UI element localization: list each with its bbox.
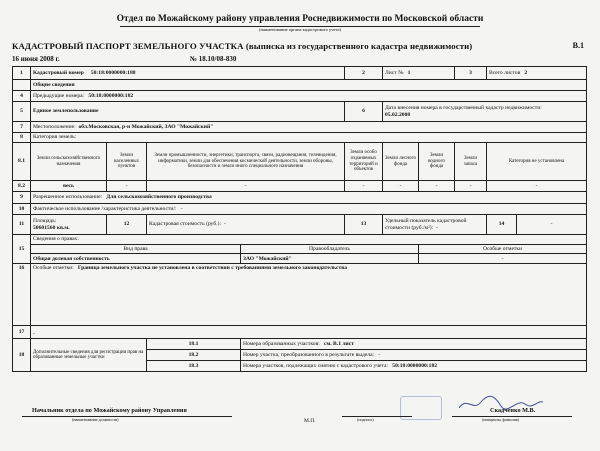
rights-label: Сведения о правах:	[31, 235, 587, 245]
location-label: Местоположение:	[33, 123, 76, 130]
actual-use-cell	[31, 204, 587, 215]
permitted-use-cell	[31, 192, 587, 204]
cadastral-number-cell	[31, 67, 345, 80]
row-number: 10	[13, 204, 31, 215]
row-15-label	[13, 235, 587, 245]
row-number: 16	[13, 264, 31, 326]
row-number: 1	[13, 67, 31, 80]
location-value: обл.Московская, р-н Можайский, ЗАО "Можайский"	[78, 123, 214, 130]
formed-plots-value: см. В.1 лист	[323, 341, 354, 348]
role-underline	[22, 416, 232, 417]
row-number: 4	[13, 91, 31, 102]
signer-name: Скадченко М.В.	[490, 407, 536, 414]
permitted-use-value: Для сельскохозяйственного производства	[106, 194, 212, 201]
rights-value-row	[13, 254, 587, 264]
registration-date-value: 05.02.2008	[385, 111, 411, 118]
row-number: 18	[13, 339, 31, 372]
row-4	[13, 91, 587, 102]
category-header: Земли промышленности, энергетики, транспорта, связи, радиовещания, телевидения, информатики, земли для обеспечения космической деятельности, земли обороны, безопасности и земли иного специального назначения	[147, 143, 345, 181]
row-number: 18.1	[147, 339, 241, 350]
cadastral-cost-cell	[147, 215, 345, 235]
land-category-label: Категория земель:	[31, 133, 587, 143]
total-sheets-cell	[487, 67, 587, 80]
row-9	[13, 192, 587, 204]
category-header: Земли запаса	[455, 143, 487, 181]
row-number: 14	[487, 215, 517, 235]
row-number: 9	[13, 192, 31, 204]
previous-numbers-label: Предыдущие номера:	[33, 92, 85, 99]
document-title: КАДАСТРОВЫЙ ПАСПОРТ ЗЕМЕЛЬНОГО УЧАСТКА (выписка из государственного кадастра недвижимости)	[12, 41, 473, 51]
row-number: 6	[345, 102, 383, 122]
general-info-row	[13, 80, 587, 91]
row-number: 15	[13, 235, 31, 264]
seal-place: М.П.	[304, 418, 316, 424]
row-14-value: -	[517, 215, 587, 235]
organization-note: (наименование органа кадастрового учета)	[258, 27, 342, 32]
total-sheets-value: 2	[524, 69, 528, 76]
special-marks-label: Особые отметки:	[33, 265, 74, 272]
removed-plots-cell	[241, 361, 587, 372]
row-18-1	[13, 339, 587, 350]
row-number: 8.1	[13, 143, 31, 181]
previous-numbers-value: 50:18:0000000:182	[88, 92, 134, 99]
row-17	[13, 326, 587, 339]
row-number: 18.3	[147, 361, 241, 372]
previous-numbers-cell	[31, 91, 587, 102]
row-7	[13, 122, 587, 133]
row-number: 2	[345, 67, 383, 80]
unified-land-use: Единое землепользование	[31, 102, 345, 122]
category-value: -	[147, 181, 345, 192]
registration-date-cell	[383, 102, 587, 122]
row-16	[13, 264, 587, 326]
category-header: Земли лесного фонда	[383, 143, 419, 181]
registration-date-label: Дата внесения номера в государственный кадастр недвижимости:	[385, 105, 542, 112]
row-number: 3	[455, 67, 487, 80]
document-number	[190, 55, 236, 63]
category-value: -	[419, 181, 455, 192]
rights-type-header: Вид права	[31, 245, 241, 254]
signer-role: Начальник отдела по Можайскому району Управления	[32, 407, 187, 414]
form-code: В.1	[572, 41, 584, 50]
number-value: 18.10/08-830	[198, 55, 237, 63]
row-number: 7	[13, 122, 31, 133]
location-cell	[31, 122, 587, 133]
category-value: весь	[31, 181, 107, 192]
area-value: 50601560 кв.м.	[33, 224, 70, 231]
row-8-2	[13, 181, 587, 192]
category-header: Земли населенных пунктов	[107, 143, 147, 181]
removed-plots-value: 50:18:0000000:182	[392, 363, 438, 370]
row-8	[13, 133, 587, 143]
sign-note: (подпись)	[357, 417, 374, 422]
area-cell	[31, 215, 107, 235]
special-marks-value: Граница земельного участка не установлена в соответствии с требованиями земельного законодательства	[77, 265, 348, 272]
actual-use-label: Фактическое использование /характеристика деятельности/:	[33, 205, 177, 212]
category-header: Земли водного фонда	[419, 143, 455, 181]
row-number: 18.2	[147, 350, 241, 361]
actual-use-value: -	[180, 205, 183, 212]
row-1	[13, 67, 587, 80]
rights-holder-header: Правообладатель	[241, 245, 419, 254]
specific-cost-value: -	[435, 224, 438, 231]
sheet-cell	[383, 67, 455, 80]
additional-info-label: Дополнительные сведения для регистрации прав на образованные земельные участки	[31, 339, 147, 372]
number-label: №	[190, 55, 198, 63]
specific-cost-cell	[383, 215, 487, 235]
rights-holder-value: ЗАО "Можайский"	[241, 254, 419, 264]
row-number: 8	[13, 133, 31, 143]
row-number: 8.2	[13, 181, 31, 192]
specific-cost-label: Удельный показатель кадастровой стоимости (руб./м²):	[385, 218, 467, 231]
organization-name: Отдел по Можайскому району управления Роснедвижимости по Московской области	[116, 14, 484, 24]
rights-marks-header: Особые отметки	[419, 245, 587, 254]
signature-block	[12, 405, 586, 445]
name-note: (инициалы, фамилия)	[482, 417, 519, 422]
row-number: 17	[13, 326, 31, 339]
role-note: (наименование должности)	[72, 417, 119, 422]
rights-type-value: Общая долевая собственность	[31, 254, 241, 264]
cadastral-number-label: Кадастровый номер	[33, 69, 84, 76]
row-number: 13	[345, 215, 383, 235]
row-11	[13, 215, 587, 235]
category-header: Земли особо охраняемых территорий и объектов	[345, 143, 383, 181]
category-header: Земли сельскохозяйственного назначения	[31, 143, 107, 181]
transformed-plot-label: Номер участка, преобразованного в результате выдела:	[243, 352, 375, 359]
special-marks-cell	[31, 264, 587, 326]
cadastral-cost-label: Кадастровая стоимость (руб.):	[149, 221, 222, 228]
sheet-label: Лист №	[385, 69, 404, 76]
passport-table	[12, 66, 587, 372]
row-17-value: -	[31, 326, 587, 339]
category-value: -	[107, 181, 147, 192]
row-number: 12	[107, 215, 147, 235]
row-number: 5	[13, 102, 31, 122]
sheet-value: 1	[407, 69, 411, 76]
formed-plots-label: Номера образованных участков:	[243, 341, 320, 348]
removed-plots-label: Номера участков, подлежащих снятию с кадастрового учета:	[243, 363, 389, 370]
category-header: Категория не установлена	[487, 143, 587, 181]
category-value: -	[345, 181, 383, 192]
category-value: -	[455, 181, 487, 192]
rights-marks-value: -	[419, 254, 587, 264]
cadastral-cost-value: -	[223, 221, 226, 228]
transformed-plot-value: -	[378, 352, 381, 359]
row-10	[13, 204, 587, 215]
sign-underline	[342, 416, 412, 417]
row-8-1	[13, 143, 587, 181]
category-value: -	[487, 181, 587, 192]
total-sheets-label: Всего листов	[489, 69, 521, 76]
issue-date: 16 июня 2008 г.	[12, 55, 60, 63]
formed-plots-cell	[241, 339, 587, 350]
transformed-plot-cell	[241, 350, 587, 361]
area-label: Площадь:	[33, 218, 57, 225]
category-value: -	[383, 181, 419, 192]
row-number: 11	[13, 215, 31, 235]
permitted-use-label: Разрешенное использование:	[33, 194, 103, 201]
rights-header-row	[13, 245, 587, 254]
row-5	[13, 102, 587, 122]
cadastral-number-value: 50:18:0000000:188	[90, 69, 136, 76]
general-info-heading: Общие сведения	[31, 80, 587, 91]
